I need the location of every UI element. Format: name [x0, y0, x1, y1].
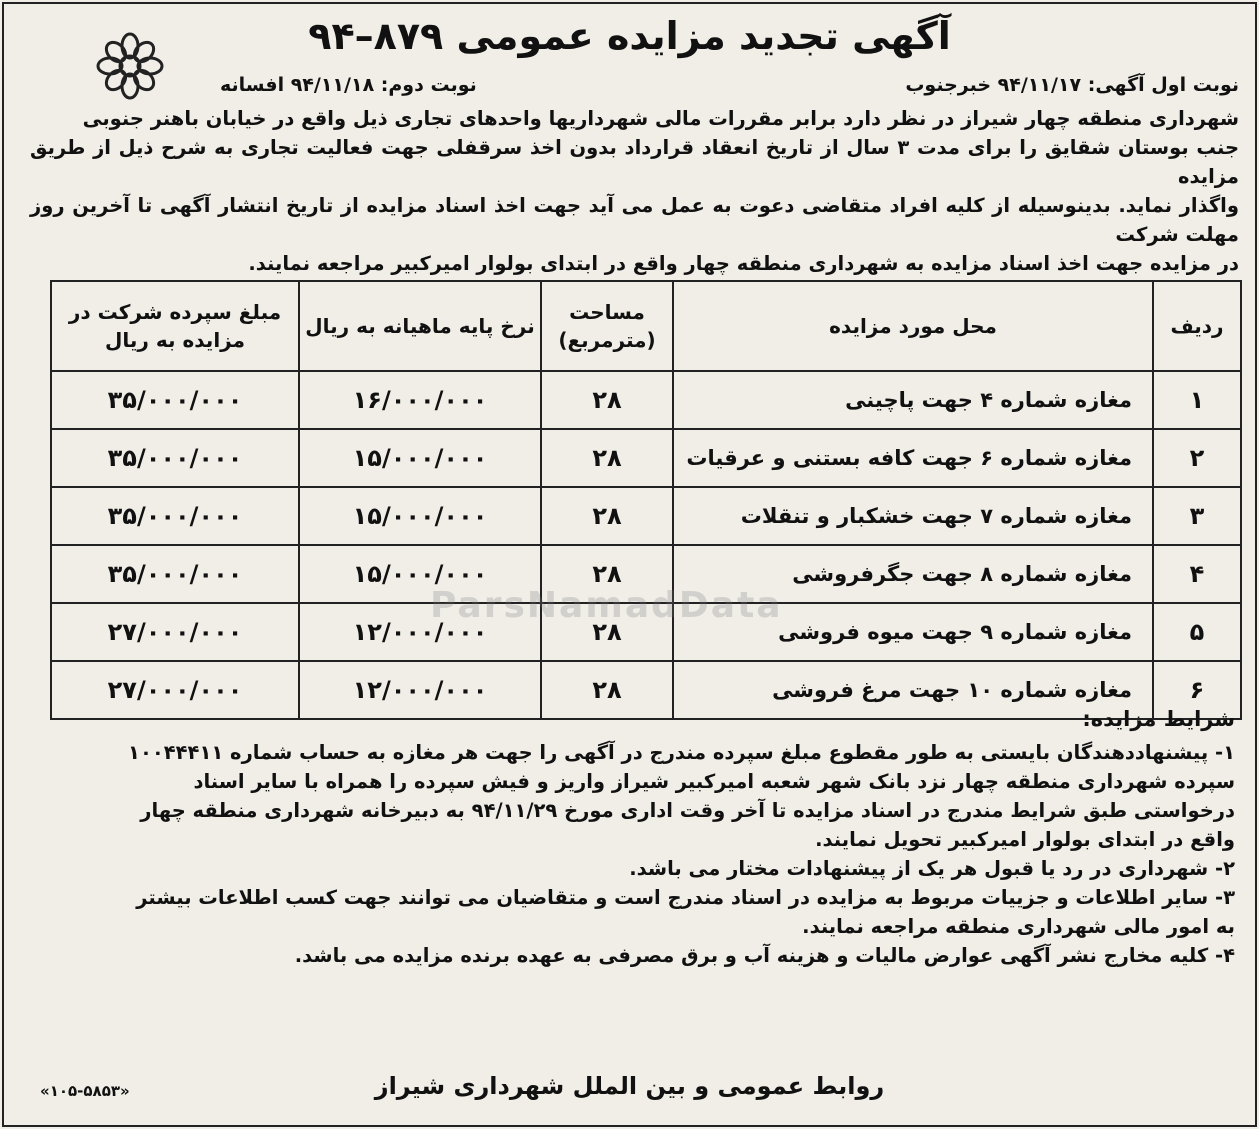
row-area: ۲۸ — [541, 429, 673, 487]
row-location: مغازه شماره ۴ جهت پاچینی — [673, 371, 1153, 429]
intro-line: شهرداری منطقه چهار شیراز در نظر دارد برابر مقررات مالی شهرداریها واحدهای تجاری ذیل واقع در خیابان باهنر جنوبی — [82, 107, 1239, 130]
condition-line: به امور مالی شهرداری منطقه مراجعه نمایند. — [802, 915, 1235, 938]
header-row-number: ردیف — [1153, 281, 1241, 371]
intro-line: واگذار نماید. بدینوسیله از کلیه افراد متقاضی دعوت به عمل می آید جهت اخذ اسناد مزایده از تاریخ انتشار آگهی تا آخرین روز مهلت شرکت — [30, 194, 1239, 246]
row-area: ۲۸ — [541, 545, 673, 603]
table-row — [51, 371, 1241, 429]
row-number: ۵ — [1153, 603, 1241, 661]
municipality-logo-icon — [90, 26, 170, 106]
row-number: ۳ — [1153, 487, 1241, 545]
intro-line: در مزایده جهت اخذ اسناد مزایده به شهرداری منطقه چهار واقع در ابتدای بولوار امیرکبیر مراجعه نمایند. — [248, 252, 1239, 275]
row-number: ۴ — [1153, 545, 1241, 603]
row-deposit: ۳۵/۰۰۰/۰۰۰ — [51, 487, 299, 545]
row-area: ۲۸ — [541, 487, 673, 545]
second-notice-date: نوبت دوم: ۹۴/۱۱/۱۸ افسانه — [220, 74, 477, 96]
conditions-section — [34, 705, 1235, 970]
condition-line: ۳- سایر اطلاعات و جزییات مربوط به مزایده در اسناد مندرج است و متقاضیان می توانند جهت کسب اطلاعات بیشتر — [136, 886, 1235, 909]
row-rate: ۱۲/۰۰۰/۰۰۰ — [299, 661, 541, 719]
condition-line: ۴- کلیه مخارج نشر آگهی عوارض مالیات و هزینه آب و برق مصرفی به عهده برنده مزایده می باشد. — [294, 944, 1235, 967]
conditions-title: شرایط مزایده: — [1082, 707, 1235, 731]
row-location: مغازه شماره ۱۰ جهت مرغ فروشی — [673, 661, 1153, 719]
condition-line: واقع در ابتدای بولوار امیرکبیر تحویل نمایند. — [815, 828, 1235, 851]
row-rate: ۱۵/۰۰۰/۰۰۰ — [299, 487, 541, 545]
row-rate: ۱۶/۰۰۰/۰۰۰ — [299, 371, 541, 429]
notice-title: آگهی تجدید مزایده عمومی ۸۷۹–۹۴ — [308, 14, 951, 58]
row-deposit: ۳۵/۰۰۰/۰۰۰ — [51, 371, 299, 429]
row-number: ۱ — [1153, 371, 1241, 429]
condition-line: ۱- پیشنهاددهندگان بایستی به طور مقطوع مبلغ سپرده مندرج در آگهی را جهت هر مغازه به حساب شماره ۱۰۰۴۴۴۱۱ — [128, 741, 1235, 764]
row-deposit: ۲۷/۰۰۰/۰۰۰ — [51, 661, 299, 719]
intro-line: جنب بوستان شقایق را برای مدت ۳ سال از تاریخ انعقاد قرارداد بدون اخذ سرقفلی جهت فعالیت تجاری به شرح ذیل از طریق مزایده — [30, 136, 1239, 188]
row-location: مغازه شماره ۷ جهت خشکبار و تنقلات — [673, 487, 1153, 545]
watermark: ParsNamadData — [430, 585, 783, 626]
row-area: ۲۸ — [541, 661, 673, 719]
first-notice-date: نوبت اول آگهی: ۹۴/۱۱/۱۷ خبرجنوب — [905, 74, 1239, 96]
reference-code: «۱۰۵-۵۸۵۳» — [40, 1082, 130, 1100]
condition-line: درخواستی طبق شرایط مندرج در اسناد مزایده تا آخر وقت اداری مورخ ۹۴/۱۱/۲۹ به دبیرخانه شهرداری منطقه چهار — [140, 799, 1235, 822]
row-rate: ۱۲/۰۰۰/۰۰۰ — [299, 603, 541, 661]
row-area: ۲۸ — [541, 603, 673, 661]
row-location: مغازه شماره ۶ جهت کافه بستنی و عرقیات — [673, 429, 1153, 487]
row-number: ۲ — [1153, 429, 1241, 487]
signature: روابط عمومی و بین الملل شهرداری شیراز — [374, 1072, 885, 1100]
condition-line: سپرده شهرداری منطقه چهار نزد بانک شهر شعبه امیرکبیر شیراز واریز و فیش سپرده را همراه با سایر اسناد — [193, 770, 1235, 793]
row-number: ۶ — [1153, 661, 1241, 719]
row-deposit: ۳۵/۰۰۰/۰۰۰ — [51, 429, 299, 487]
header-location: محل مورد مزایده — [673, 281, 1153, 371]
intro-paragraph — [30, 104, 1239, 278]
auction-table — [50, 280, 1242, 720]
row-location: مغازه شماره ۹ جهت میوه فروشی — [673, 603, 1153, 661]
header-area: مساحت (مترمربع) — [541, 281, 673, 371]
condition-line: ۲- شهرداری در رد یا قبول هر یک از پیشنهادات مختار می باشد. — [629, 857, 1235, 880]
table-row — [51, 429, 1241, 487]
row-rate: ۱۵/۰۰۰/۰۰۰ — [299, 545, 541, 603]
row-rate: ۱۵/۰۰۰/۰۰۰ — [299, 429, 541, 487]
table-header-row — [51, 281, 1241, 371]
row-deposit: ۲۷/۰۰۰/۰۰۰ — [51, 603, 299, 661]
header-rate: نرخ پایه ماهیانه به ریال — [299, 281, 541, 371]
row-area: ۲۸ — [541, 371, 673, 429]
row-deposit: ۳۵/۰۰۰/۰۰۰ — [51, 545, 299, 603]
header-deposit: مبلغ سپرده شرکت در مزایده به ریال — [51, 281, 299, 371]
table-row — [51, 487, 1241, 545]
row-location: مغازه شماره ۸ جهت جگرفروشی — [673, 545, 1153, 603]
